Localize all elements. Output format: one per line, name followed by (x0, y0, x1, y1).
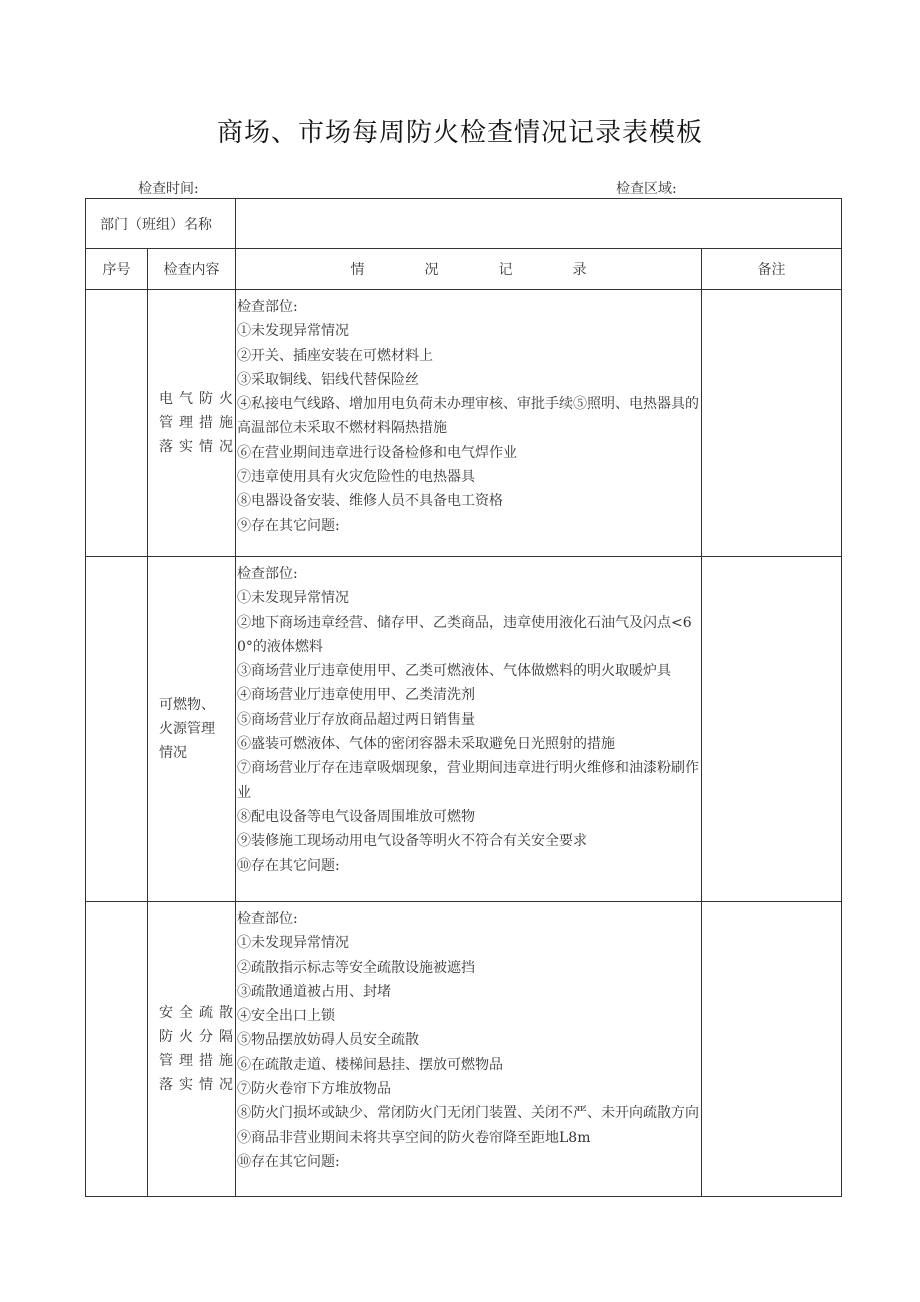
record-line: ⑥在营业期间违章进行设备检修和电气焊作业 (237, 444, 517, 461)
record-line: ⑩存在其它问题: (237, 857, 340, 874)
item-name-line: 安全疏散 (159, 1005, 233, 1021)
header-remarks: 备注 (702, 249, 842, 290)
item-name-line: 火源管理 (159, 721, 215, 737)
record-line: ③商场营业厅违章使用甲、乙类可燃液体、气体做燃料的明火取暖炉具 (237, 663, 671, 680)
record-line: ②开关、插座安装在可燃材料上 (237, 347, 433, 364)
header-record-char: 情 (350, 262, 365, 278)
header-record (236, 249, 702, 290)
header-record-char: 记 (498, 262, 513, 278)
record-line: 检查部位: (237, 566, 298, 582)
header-record-char: 录 (572, 262, 587, 278)
record-line: 检查部位: (237, 911, 298, 927)
record-line: ①未发现异常情况 (237, 935, 349, 952)
record-line: ⑦违章使用具有火灾危险性的电热器具 (237, 469, 475, 486)
header-row (86, 249, 842, 290)
record-line: ⑤物品摆放妨碍人员安全疏散 (237, 1032, 419, 1049)
row-remarks-cell[interactable] (702, 290, 842, 557)
row-record-cell[interactable] (236, 290, 702, 557)
record-line: ⑩存在其它问题: (237, 1153, 340, 1170)
record-line: 检查部位: (237, 299, 298, 315)
record-line: ⑨商品非营业期间未将共享空间的防火卷帘降至距地L8m (237, 1129, 591, 1146)
table-row (86, 290, 842, 557)
item-name-line: 落实情况 (159, 439, 233, 455)
row-remarks-cell[interactable] (702, 902, 842, 1197)
inspection-table (85, 198, 842, 1197)
record-line: ⑨存在其它问题: (237, 517, 340, 534)
record-line: ⑥盛装可燃液体、气体的密闭容器未采取避免日光照射的措施 (237, 736, 615, 753)
item-name-line: 电气防火 (159, 391, 233, 407)
item-name-line: 可燃物、 (159, 697, 215, 713)
item-name-line: 管理措施 (159, 1053, 233, 1069)
record-line: ⑦防火卷帘下方堆放物品 (237, 1081, 391, 1098)
item-name-line: 情况 (159, 745, 187, 761)
record-line: ④安全出口上锁 (237, 1008, 335, 1025)
table-row (86, 557, 842, 902)
header-record-char: 况 (424, 262, 439, 278)
record-line: ⑧电器设备安装、维修人员不具备电工资格 (237, 493, 503, 510)
row-item-name (148, 902, 236, 1197)
record-line: ③疏散通道被占用、封堵 (237, 983, 391, 1000)
record-line: ②地下商场违章经营、储存甲、乙类商品，违章使用液化石油气及闪点<60°的液体燃料 (237, 614, 692, 655)
inspection-time-label: 检查时间: (138, 181, 199, 197)
item-name-line: 防火分隔 (159, 1029, 233, 1045)
inspection-area-label: 检查区域: (616, 181, 677, 197)
record-line: ⑥在疏散走道、楼梯间悬挂、摆放可燃物品 (237, 1056, 503, 1073)
record-line: ②疏散指示标志等安全疏散设施被遮挡 (237, 959, 475, 976)
record-line: ④商场营业厅违章使用甲、乙类清洗剂 (237, 687, 475, 704)
row-record-cell[interactable] (236, 557, 702, 902)
record-line: ①未发现异常情况 (237, 590, 349, 607)
record-line: ⑨装修施工现场动用电气设备等明火不符合有关安全要求 (237, 833, 587, 850)
row-item-name (148, 290, 236, 557)
dept-label: 部门（班组）名称 (86, 199, 236, 249)
row-record-cell[interactable] (236, 902, 702, 1197)
record-line: ⑦商场营业厅存在违章吸烟现象，营业期间违章进行明火维修和油漆粉刷作业 (237, 760, 699, 801)
item-name-line: 落实情况 (159, 1077, 233, 1093)
record-line: ③采取铜线、铝线代替保险丝 (237, 371, 419, 388)
row-remarks-cell[interactable] (702, 557, 842, 902)
record-line: ④私接电气线路、增加用电负荷未办理审核、审批手续⑤照明、电热器具的高温部位未采取不燃材料隔热措施 (237, 396, 699, 437)
record-line: ⑧防火门损坏或缺少、常闭防火门无闭门装置、关闭不严、未开向疏散方向 (237, 1105, 699, 1122)
dept-row (86, 199, 842, 249)
header-seq: 序号 (86, 249, 148, 290)
record-line: ⑧配电设备等电气设备周围堆放可燃物 (237, 808, 475, 825)
row-item-name (148, 557, 236, 902)
table-row (86, 902, 842, 1197)
record-line: ①未发现异常情况 (237, 323, 349, 340)
item-name-line: 管理措施 (159, 415, 233, 431)
document-title: 商场、市场每周防火检查情况记录表模板 (216, 118, 703, 148)
row-seq-cell[interactable] (86, 557, 148, 902)
row-seq-cell[interactable] (86, 290, 148, 557)
row-seq-cell[interactable] (86, 902, 148, 1197)
dept-value-field[interactable] (236, 199, 842, 249)
header-content: 检查内容 (148, 249, 236, 290)
record-line: ⑤商场营业厅存放商品超过两日销售量 (237, 711, 475, 728)
